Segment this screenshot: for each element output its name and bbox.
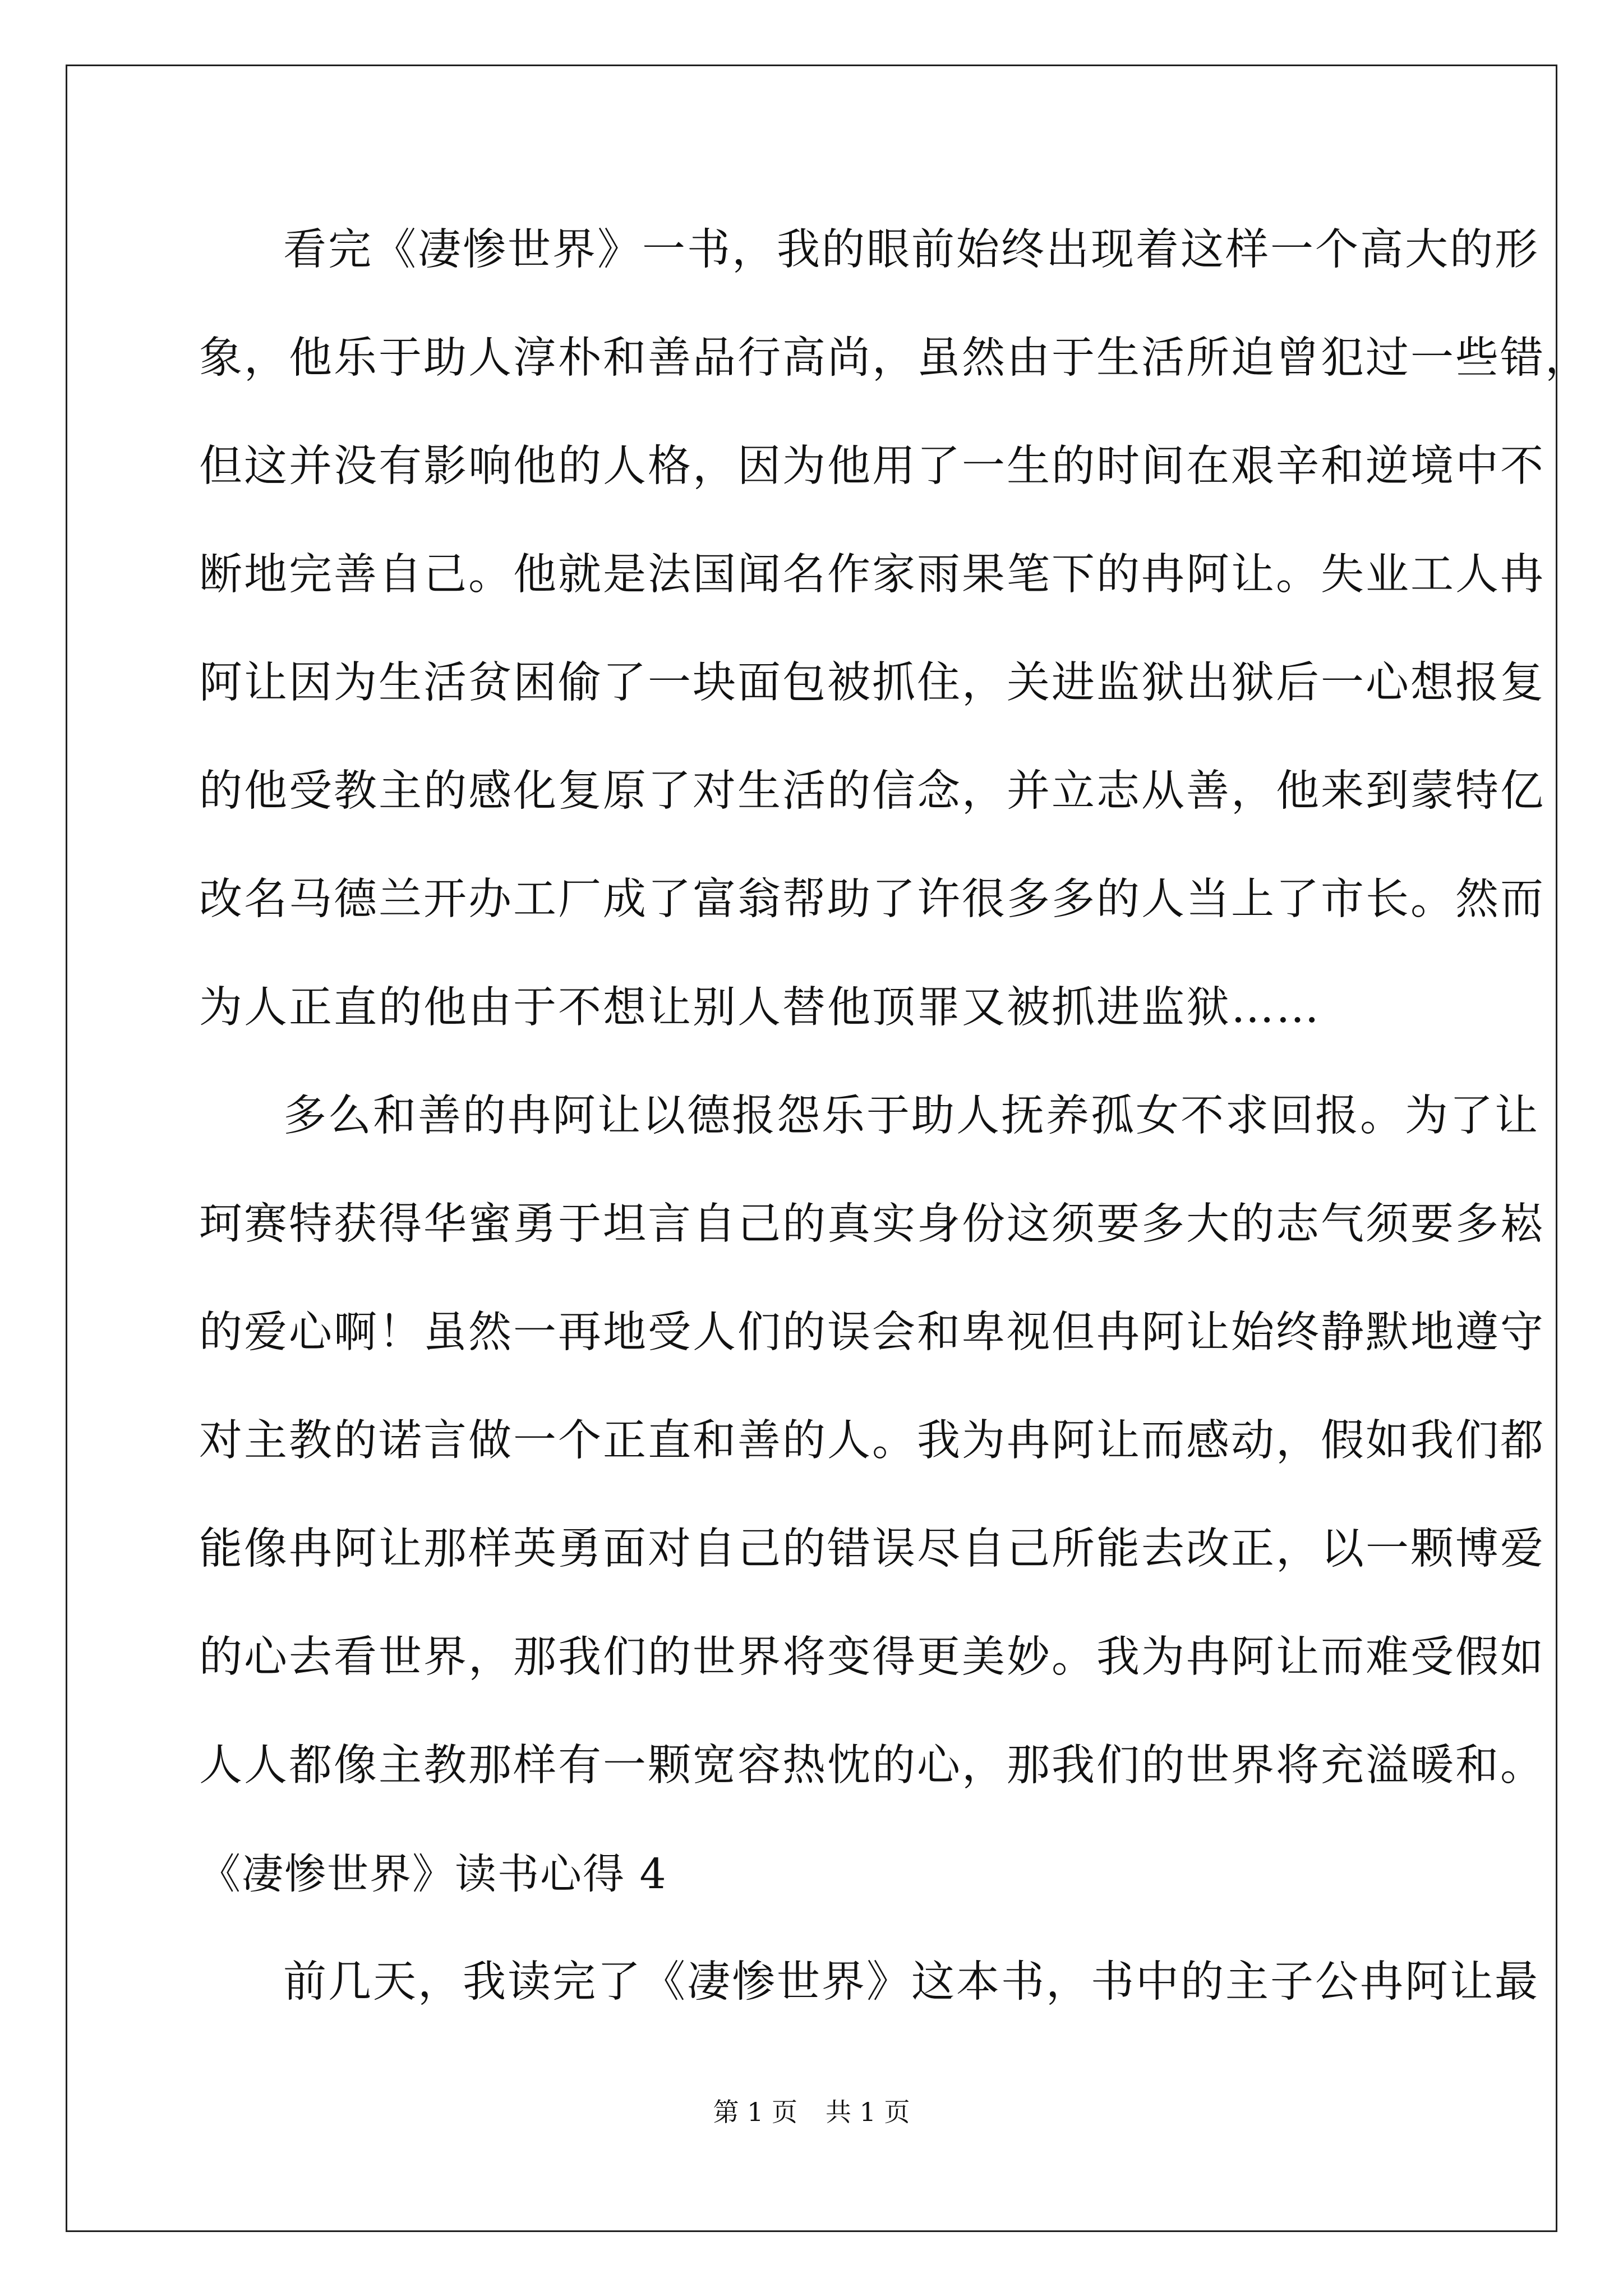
document-body <box>199 211 1590 2051</box>
paragraph-1-line-7: 改名马德兰开办工厂成了富翁帮助了许很多多的人当上了市长。然而 <box>199 875 1545 924</box>
paragraph-2-line-7: 人人都像主教那样有一颗宽容热忱的心，那我们的世界将充溢暖和。 <box>199 1741 1545 1791</box>
paragraph-1-line-4: 断地完善自己。他就是法国闻名作家雨果笔下的冉阿让。失业工人冉 <box>199 550 1545 600</box>
page-footer <box>0 2095 1623 2129</box>
paragraph-2-line-3: 的爱心啊！虽然一再地受人们的误会和卑视但冉阿让始终静默地遵守 <box>199 1308 1545 1358</box>
paragraph-2-line-4: 对主教的诺言做一个正直和善的人。我为冉阿让而感动，假如我们都 <box>199 1416 1545 1466</box>
paragraph-2-line-2: 珂赛特获得华蜜勇于坦言自己的真实身份这须要多大的志气须要多崧 <box>199 1199 1545 1249</box>
section-heading: 《凄惨世界》读书心得 4 <box>199 1850 667 1898</box>
paragraph-1-line-3: 但这并没有影响他的人格，因为他用了一生的时间在艰辛和逆境中不 <box>199 441 1545 491</box>
paragraph-1-line-1: 看完《凄惨世界》一书，我的眼前始终出现着这样一个高大的形 <box>283 225 1539 275</box>
paragraph-1-line-8: 为人正直的他由于不想让别人替他顶罪又被抓进监狱…… <box>199 983 1321 1033</box>
paragraph-1-line-2: 象，他乐于助人淳朴和善品行高尚，虽然由于生活所迫曾犯过一些错， <box>199 333 1590 383</box>
page-total: 共 1 页 <box>826 2097 910 2127</box>
page-number: 第 1 页 <box>713 2097 797 2127</box>
paragraph-2-line-6: 的心去看世界，那我们的世界将变得更美妙。我为冉阿让而难受假如 <box>199 1632 1545 1682</box>
paragraph-2-line-5: 能像冉阿让那样英勇面对自己的错误尽自己所能去改正，以一颗博爱 <box>199 1524 1545 1574</box>
paragraph-2-line-1: 多么和善的冉阿让以德报怨乐于助人抚养孤女不求回报。为了让 <box>283 1091 1539 1141</box>
paragraph-1-line-5: 阿让因为生活贫困偷了一块面包被抓住，关进监狱出狱后一心想报复 <box>199 658 1545 708</box>
paragraph-3-line-1: 前几天，我读完了《凄惨世界》这本书，书中的主子公冉阿让最 <box>283 1957 1539 2007</box>
paragraph-1-line-6: 的他受教主的感化复原了对生活的信念，并立志从善，他来到蒙特亿 <box>199 766 1545 816</box>
